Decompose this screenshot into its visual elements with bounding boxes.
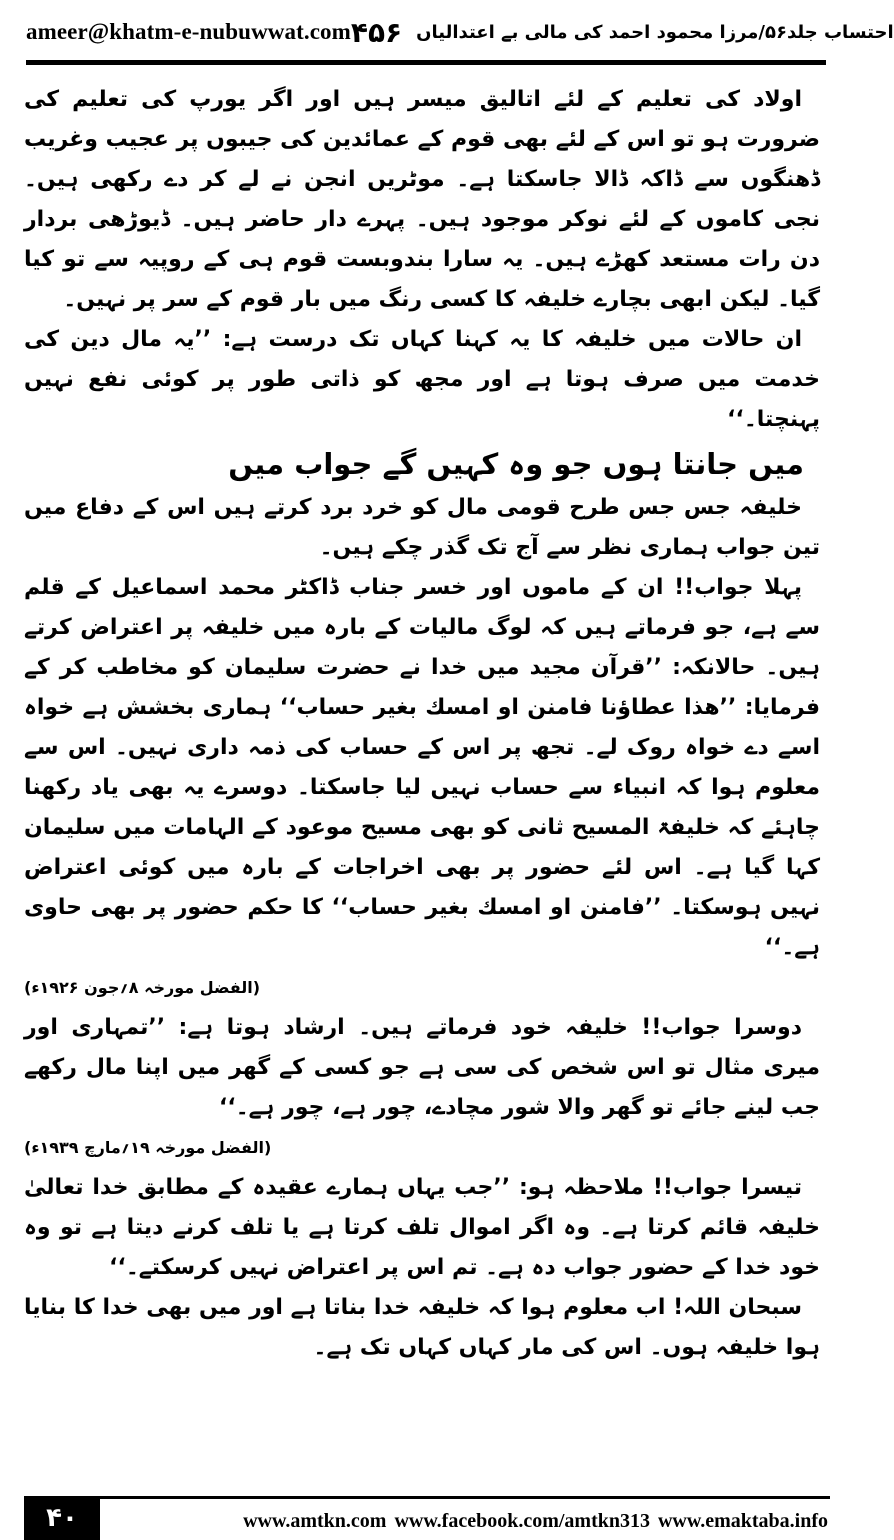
header-title: احتساب جلد۵۶/مرزا محمود احمد کی مالی بے اعتدالیاں: [416, 21, 894, 43]
citation-1: [24, 968, 820, 1008]
footer-link-amtkn[interactable]: www.amtkn.com: [243, 1509, 387, 1532]
paragraph-claim: ان حالات میں خلیفہ کا یہ کہنا کہاں تک درست ہے: ’’یہ مال دین کی خدمت میں صرف ہوتا ہے اور مجھ کو ذاتی طور پر کوئی نفع نہیں پہنچتا۔‘‘: [24, 327, 820, 432]
footer-links: [110, 1506, 828, 1536]
footer-page-number: ۴۰: [24, 1496, 100, 1540]
citation-ref-2: (الفضل مورخہ ۱۹؍مارچ ۱۹۳۹ء): [24, 1138, 272, 1157]
header-title-group: [351, 16, 894, 49]
page-body: [24, 80, 820, 1368]
paragraph-answer-2: دوسرا جواب!! خلیفہ خود فرماتے ہیں۔ ارشاد ہوتا ہے: ’’تمہاری اور میری مثال تو اس شخص کی سی ہے جو کسی کے گھر میں اپنا مال رکھے جب لینے جائے تو گھر والا شور مچادے، چور ہے، چور ہے۔‘‘: [24, 1015, 820, 1120]
header-email: ameer@khatm-e-nubuwwat.com: [26, 19, 351, 44]
footer-rule: [100, 1496, 830, 1499]
paragraph-answer-1: پہلا جواب!! ان کے ماموں اور خسر جناب ڈاکٹر محمد اسماعیل کے قلم سے ہے، جو فرماتے ہیں کہ لوگ مالیات کے بارہ میں خلیفہ پر اعتراض کرتے ہیں۔ حالانکہ: ’’قرآن مجید میں خدا نے حضرت سلیمان کو مخاطب کر کے فرمایا: ’’ھذا عطاؤنا فامنن او امسك بغیر حساب‘‘ ہماری بخشش ہے خواہ اسے دے خواہ روک لے۔ تجھ پر اس کے حساب کی ذمہ داری نہیں۔ اس سے معلوم ہوا کہ انبیاء سے حساب نہیں لیا جاسکتا۔ دوسرے یہ بھی یاد رکھنا چاہئے کہ خلیفۃ المسیح ثانی کو بھی مسیح موعود کے الہامات میں سلیمان کہا گیا ہے۔ اس لئے حضور پر بھی اخراجات کے بارہ میں کوئی اعتراض نہیں ہوسکتا۔ ’’فامنن او امسك بغیر حساب‘‘ کا حکم حضور پر بھی حاوی ہے۔‘‘: [24, 575, 820, 960]
section-heading: میں جانتا ہوں جو وہ کہیں گے جواب میں: [228, 447, 804, 481]
page-header: [26, 8, 894, 56]
paragraph-luxuries: اولاد کی تعلیم کے لئے اتالیق میسر ہیں اور اگر یورپ کی تعلیم کی ضرورت ہو تو اس کے لئے بھی قوم کے عمائدین کی جیبوں پر عجیب وغریب ڈھنگوں سے ڈاکہ ڈالا جاسکتا ہے۔ موٹریں انجن نے لے کر دے رکھی ہیں۔ نجی کاموں کے لئے نوکر موجود ہیں۔ پہرے دار حاضر ہیں۔ ڈیوڑھی بردار دن رات مستعد کھڑے ہیں۔ یہ سارا بندوبست قوم ہی کے روپیہ سے تو کیا گیا۔ لیکن ابھی بچارے خلیفہ کا کسی رنگ میں بار قوم کے سر پر نہیں۔: [24, 87, 820, 312]
paragraph-closing: سبحان اللہ! اب معلوم ہوا کہ خلیفہ خدا بناتا ہے اور میں بھی خدا کا بنایا ہوا خلیفہ ہوں۔ اس کی مار کہاں کہاں تک ہے۔: [24, 1295, 820, 1360]
footer-link-facebook[interactable]: www.facebook.com/amtkn313: [394, 1509, 650, 1532]
header-rule: [26, 60, 826, 65]
paragraph-answer-3: تیسرا جواب!! ملاحظہ ہو: ’’جب یہاں ہمارے عقیدہ کے مطابق خدا تعالیٰ خلیفہ قائم کرتا ہے۔ وہ اگر اموال تلف کرتا ہے یا تلف کرنے دیتا ہے تو وہ خود خدا کے حضور جواب دہ ہے۔ تم اس پر اعتراض نہیں کرسکتے۔‘‘: [24, 1175, 820, 1280]
citation-ref-1: (الفضل مورخہ ۸؍جون ۱۹۲۶ء): [24, 978, 261, 997]
paragraph-intro: خلیفہ جس جس طرح قومی مال کو خرد برد کرتے ہیں اس کے دفاع میں تین جواب ہماری نظر سے آج تک گذر چکے ہیں۔: [24, 495, 820, 560]
header-page-number: ۴۵۶: [350, 15, 403, 49]
citation-2: [24, 1128, 820, 1168]
footer-link-emaktaba[interactable]: www.emaktaba.info: [657, 1509, 828, 1532]
